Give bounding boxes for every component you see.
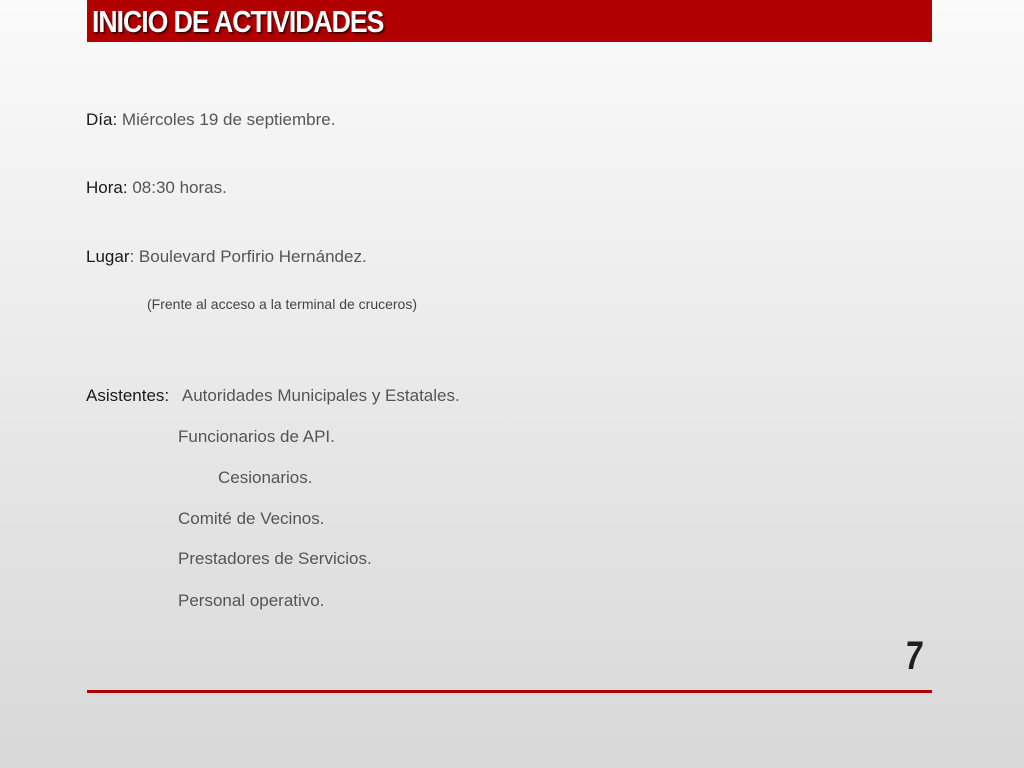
lugar-label: Lugar <box>86 247 130 266</box>
hora-value: 08:30 horas. <box>132 178 227 197</box>
asistente-item: Personal operativo. <box>178 591 325 610</box>
dia-line <box>86 110 335 130</box>
hora-line <box>86 178 227 198</box>
lugar-value: : Boulevard Porfirio Hernández. <box>129 247 367 266</box>
dia-label: Día: <box>86 110 118 129</box>
asistente-item: Funcionarios de API. <box>178 427 335 446</box>
asistente-item: Cesionarios. <box>218 468 313 487</box>
hora-label: Hora: <box>86 178 128 197</box>
asistentes-label: Asistentes: <box>86 386 170 405</box>
asistentes-line <box>86 386 460 406</box>
lugar-note: (Frente al acceso a la terminal de cruceros) <box>147 296 417 312</box>
slide-title: INICIO DE ACTIVIDADES <box>92 4 384 39</box>
lugar-line <box>86 247 367 267</box>
asistente-item: Autoridades Municipales y Estatales. <box>181 386 460 405</box>
asistente-item: Prestadores de Servicios. <box>178 549 372 568</box>
asistente-item: Comité de Vecinos. <box>178 509 325 528</box>
dia-value: Miércoles 19 de septiembre. <box>121 110 336 129</box>
footer-rule <box>87 690 932 693</box>
page-number: 7 <box>903 634 925 678</box>
